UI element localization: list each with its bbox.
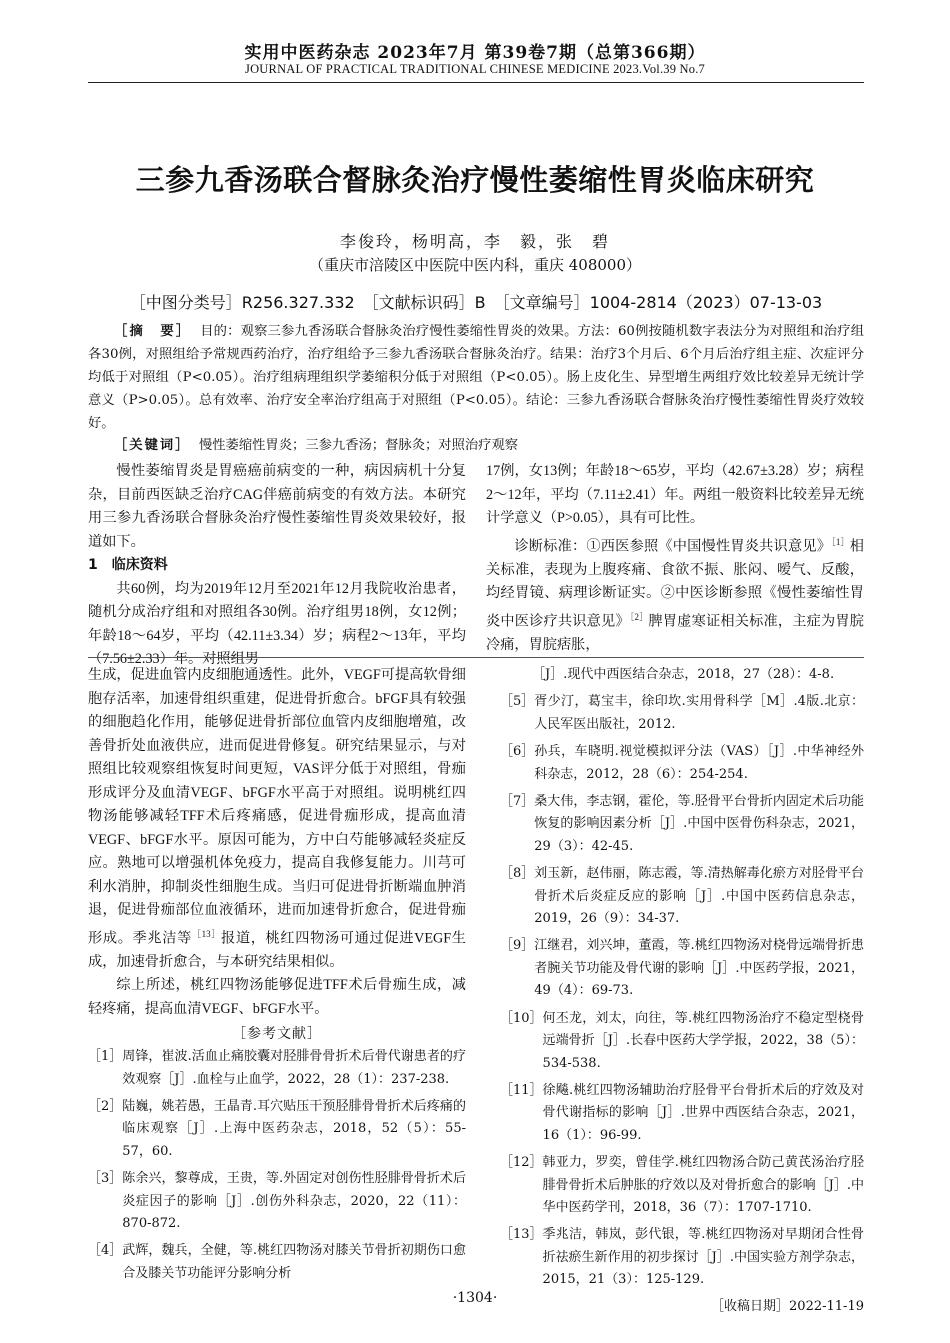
reference-number: ［8］: [500, 866, 535, 882]
article-authors: 李俊玲，杨明高，李 毅，张 碧: [339, 232, 610, 251]
keywords: [88, 434, 864, 457]
reference-4-continued: ［J］.现代中西医结合杂志，2018，27（28）：4-8.: [532, 667, 835, 682]
reference-item: [88, 1096, 466, 1163]
reference-item: [88, 1046, 466, 1091]
journal-header-cn: 实用中医药杂志 2023年7月 第39卷7期（总第366期）: [244, 43, 706, 63]
reference-text: 季兆洁，韩岚，彭代银，等.桃红四物汤对早期闭合性骨折祛瘀生新作用的初步探讨［J］.中国实验方剂学杂志，2015，21（3）：125-129.: [542, 1227, 864, 1288]
reference-text: 武辉，魏兵，全健，等.桃红四物汤对膝关节骨折初期伤口愈合及膝关节功能评分影响分析: [122, 1243, 466, 1281]
reference-number: ［10］: [500, 1010, 543, 1026]
citation-13: ［13］: [191, 928, 221, 939]
reference-item: [88, 1240, 466, 1285]
article-title: 三参九香汤联合督脉灸治疗慢性萎缩性胃炎临床研究: [135, 163, 815, 197]
reference-number: ［5］: [500, 694, 535, 710]
reference-text: 桑大伟，李志钢，霍伦，等.胫骨平台骨折内固定术后功能恢复的影响因素分析［J］.中国中医骨伤科杂志，2021，29（3）：42-45.: [534, 794, 864, 854]
reference-number: ［1］: [88, 1049, 123, 1065]
references-list-right: [500, 691, 864, 1291]
section-divider: [88, 657, 864, 658]
reference-number: ［13］: [500, 1227, 543, 1243]
references-title: ［参考文献］: [232, 1026, 322, 1043]
lower-right-column: [500, 664, 864, 1314]
reference-number: ［9］: [500, 938, 535, 954]
reference-item: [500, 863, 864, 930]
citation-2: ［2］: [629, 611, 649, 622]
article-affiliation: （重庆市涪陵区中医院中医内科，重庆 408000）: [308, 256, 642, 274]
reference-number: ［4］: [88, 1243, 123, 1259]
reference-item: [500, 1008, 864, 1075]
reference-item: [500, 741, 864, 786]
discussion-text-b: 报道，桃红四物汤可通过促进VEGF生成，加速骨折愈合，与本研究结果相似。: [88, 930, 466, 970]
reference-text: 刘玉新，赵伟丽，陈志霞，等.清热解毒化瘀方对胫骨平台骨折术后炎症反应的影响［J］.中国中医药信息杂志，2019，26（9）：34-37.: [534, 866, 864, 927]
references-list-left: [88, 1046, 466, 1285]
abstract-text: 目的：观察三参九香汤联合督脉灸治疗慢性萎缩性胃炎的效果。方法：60例按随机数字表法分为对照组和治疗组各30例，对照组给予常规西药治疗，治疗组给予三参九香汤联合督脉灸治疗。结果：治疗3个月后、6个月后治疗组主症、次症评分均低于对照组（P<0.05）。治疗组病理组织学萎缩积分低于对照组（P<0.05）。肠上皮化生、异型增生两组疗效比较差异无统计学意义（P>0.05）。总有效率、治疗安全率治疗组高于对照组（P<0.05）。结论：三参九香汤联合督脉灸治疗慢性萎缩性胃炎疗效较好。: [88, 324, 864, 431]
reference-item: [500, 1080, 864, 1147]
lower-left-column: [88, 664, 466, 1290]
keywords-text: 慢性萎缩性胃炎；三参九香汤；督脉灸；对照治疗观察: [198, 438, 519, 453]
reference-item: [500, 791, 864, 858]
reference-text: 韩亚力，罗奕，曾佳学.桃红四物汤合防己黄芪汤治疗胫腓骨骨折术后肿胀的疗效以及对骨折愈合的影响［J］.中华中医药学刊，2018，36（7）：1707-1710.: [542, 1155, 864, 1215]
reference-item: [88, 1168, 466, 1235]
diagnosis-text-a: 诊断标准：①西医参照《中国慢性胃炎共识意见》: [514, 538, 832, 555]
abstract: [88, 320, 864, 435]
reference-text: 胥少汀，葛宝丰，徐印坎.实用骨科学［M］.4版.北京：人民军医出版社，2012.: [534, 694, 864, 732]
reference-item: [500, 935, 864, 1002]
reference-number: ［12］: [500, 1155, 543, 1171]
citation-1: ［1］: [831, 536, 850, 547]
keywords-label: ［关键词］: [114, 438, 191, 453]
diagnosis-paragraph: [486, 531, 864, 658]
page-number: ·1304·: [452, 1290, 498, 1306]
reference-item: [500, 691, 864, 736]
journal-header-en: JOURNAL OF PRACTICAL TRADITIONAL CHINESE MEDICINE 2023.Vol.39 No.7: [245, 62, 705, 76]
received-date: ［收稿日期］2022-11-19: [711, 1298, 864, 1314]
reference-number: ［6］: [500, 744, 535, 760]
reference-number: ［2］: [88, 1099, 123, 1115]
reference-text: 陆巍，姚若愚，王晶青.耳穴贴压干预胫腓骨骨折术后疼痛的临床观察［J］.上海中医药杂志，2018，52（5）：55-57，60.: [122, 1099, 466, 1159]
reference-number: ［7］: [500, 794, 535, 810]
section-heading-clinical-data: 1 临床资料: [88, 557, 168, 573]
abstract-label: ［摘 要］: [114, 324, 192, 339]
diagnosis-text-b: 相关标准，表现为上腹疼痛、食欲不振、胀闷、嗳气、反酸，均经胃镜、病理诊断证实。②中医诊断参照《慢性萎缩性胃炎中医诊疗共识意见》: [486, 538, 864, 630]
clinical-data-continued: 17例，女13例；年龄18～65岁，平均（42.67±3.28）岁；病程2～12年，平均（7.11±2.41）年。两组一般资料比较差异无统计学意义（P>0.05），具有可比性。: [486, 463, 864, 526]
intro-paragraph: 慢性萎缩胃炎是胃癌癌前病变的一种，病因病机十分复杂，目前西医缺乏治疗CAG伴癌前病变的有效方法。本研究用三参九香汤联合督脉灸治疗慢性萎缩性胃炎效果较好，报道如下。: [88, 463, 466, 550]
discussion-paragraph: [88, 664, 466, 974]
reference-item: [500, 664, 864, 686]
upper-left-column: [88, 460, 466, 672]
upper-right-column: [486, 460, 864, 657]
conclusion-paragraph: 综上所述，桃红四物汤能够促进TFF术后骨痂生成，减轻疼痛，提高血清VEGF、bFGF水平。: [88, 977, 466, 1017]
classification-codes: ［中图分类号］R256.327.332 ［文献标识码］B ［文章编号］1004-2814（2023）07-13-03: [129, 293, 823, 312]
discussion-text-a: 生成，促进血管内皮细胞通透性。此外，VEGF可提高软骨细胞存活率，加速骨组织重建，促进骨折愈合。bFGF具有较强的细胞趋化作用，能够促进骨折部位血管内皮细胞增殖，改善骨折处血液供应，进而促进骨修复。研究结果显示，与对照组比较观察组恢复时间更短，VAS评分低于对照组，骨痂形成评分及血清VEGF、bFGF水平高于对照组。说明桃红四物汤能够减轻TFF术后疼痛感，促进骨痂形成，提高血清VEGF、bFGF水平。原因可能为，方中白芍能够减轻炎症反应。熟地可以增强机体免疫力，提高自我修复能力。川芎可利水消肿，抑制炎性细胞生成。当归可促进骨折断端血肿消退，促进骨痂部位血液循环，进而加速骨折愈合，促进骨痂形成。季兆洁等: [88, 667, 466, 947]
reference-text: 江继君，刘兴坤，董霞，等.桃红四物汤对桡骨远端骨折患者腕关节功能及骨代谢的影响［J］.中医药学报，2021，49（4）：69-73.: [534, 938, 864, 999]
reference-number: ［11］: [500, 1082, 543, 1098]
reference-text: 徐飚.桃红四物汤辅助治疗胫骨平台骨折术后的疗效及对骨代谢指标的影响［J］.世界中西医结合杂志，2021，16（1）：96-99.: [542, 1082, 864, 1143]
clinical-data-paragraph: 共60例，均为2019年12月至2021年12月我院收治患者，随机分成治疗组和对照组各30例。治疗组男18例，女12例；年龄18～64岁，平均（42.11±3.34）岁；病程2～13年，平均（7.56±2.33）年。对照组男: [88, 580, 466, 667]
header-rule: [88, 82, 864, 83]
diagnosis-text-c: 脾胃虚寒证相关标准，主症为胃脘冷痛，胃脘痞胀，: [486, 613, 864, 653]
reference-item: [500, 1152, 864, 1219]
reference-item: [500, 1224, 864, 1291]
reference-number: ［3］: [88, 1171, 123, 1187]
reference-text: 周锋，崔波.活血止痛胶囊对胫腓骨骨折术后骨代谢患者的疗效观察［J］.血栓与止血学，2022，28（1）：237-238.: [122, 1049, 466, 1087]
reference-text: 陈余兴，黎尊成，王贵，等.外固定对创伤性胫腓骨骨折术后炎症因子的影响［J］.创伤外科杂志，2020，22（11）：870-872.: [122, 1171, 466, 1232]
reference-text: 何丕龙，刘太，向往，等.桃红四物汤治疗不稳定型桡骨远端骨折［J］.长春中医药大学学报，2022，38（5）：534-538.: [542, 1010, 864, 1071]
reference-text: 孙兵，车晓明.视觉模拟评分法（VAS）［J］.中华神经外科杂志，2012，28（6）：254-254.: [534, 744, 864, 782]
